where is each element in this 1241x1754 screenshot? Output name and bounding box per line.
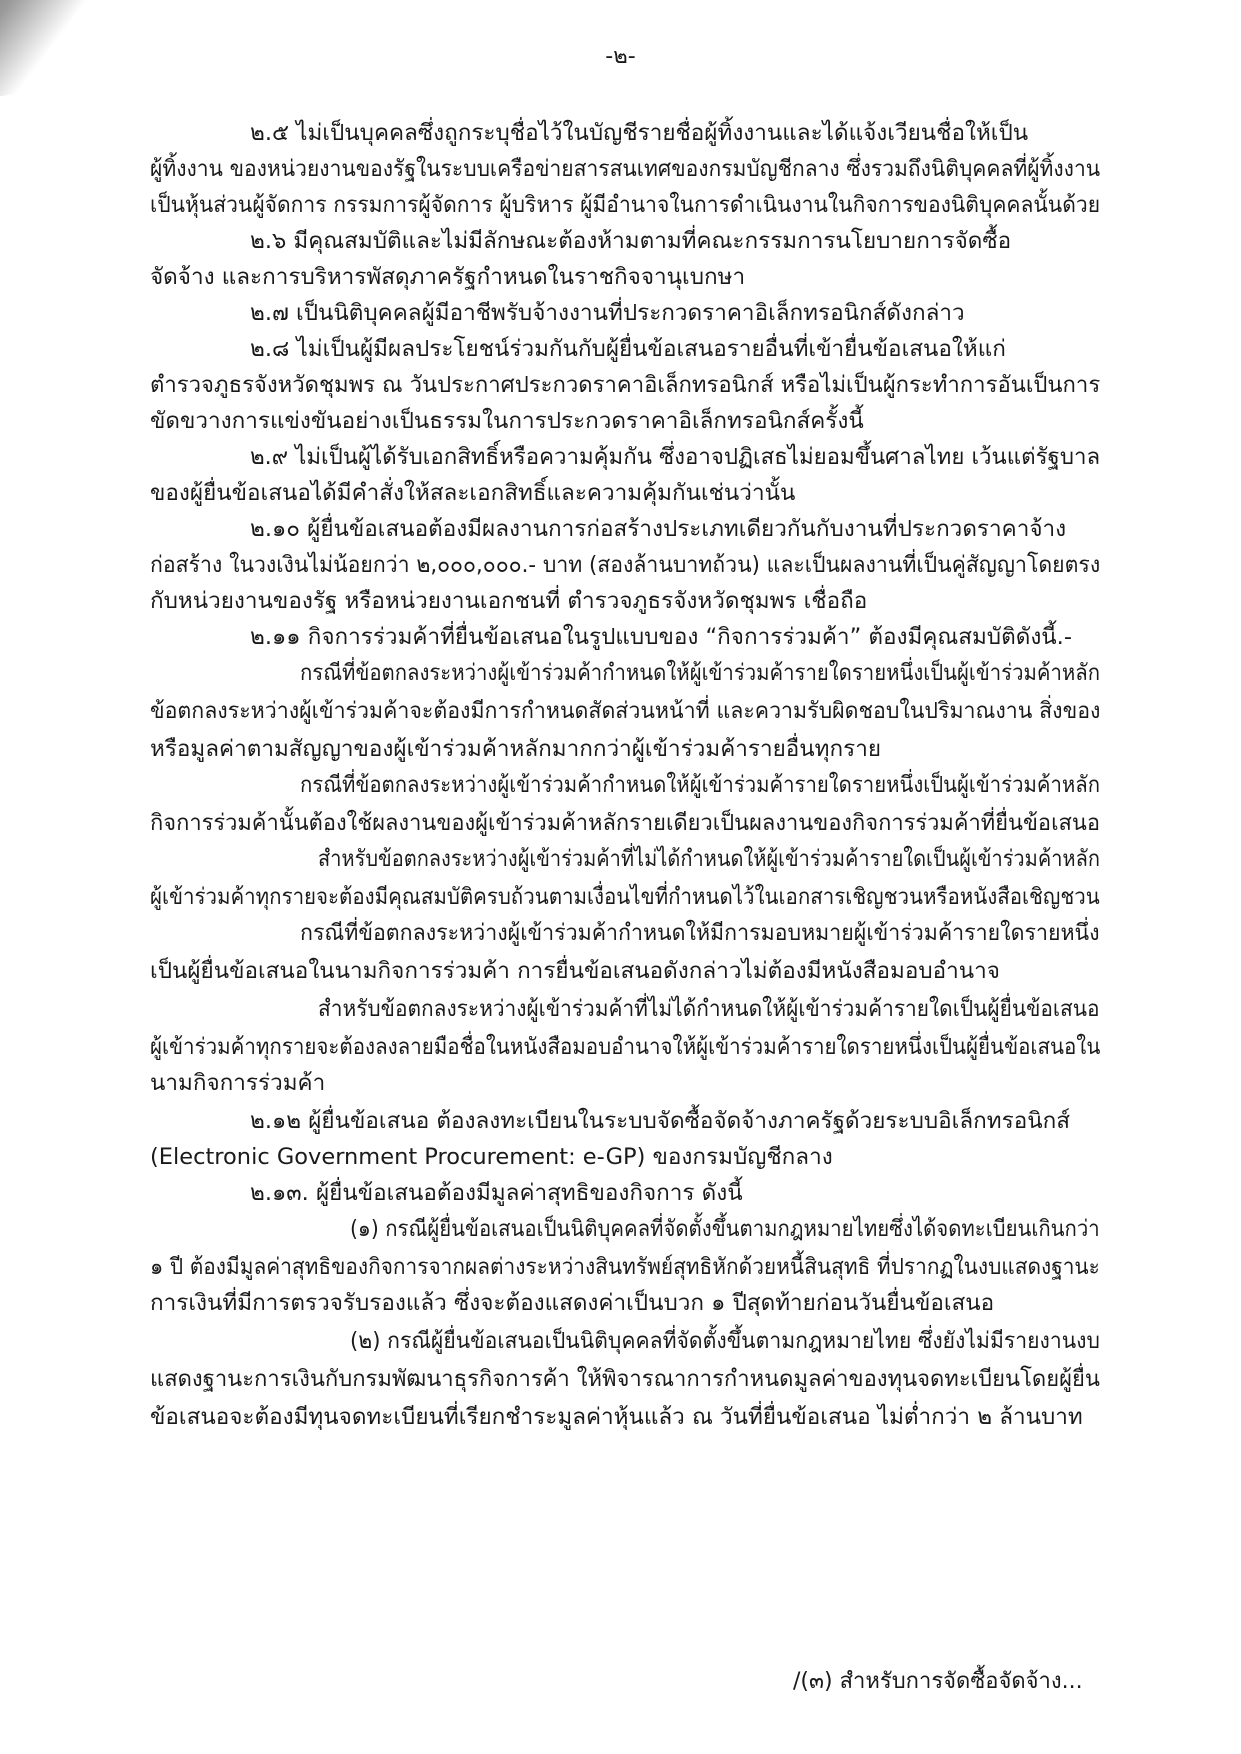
clause-2-13-item-1-line-3: การเงินที่มีการตรวจรับรองแล้ว ซึ่งจะต้องแสดงค่าเป็นบวก ๑ ปีสุดท้ายก่อนวันยื่นข้อเสนอ <box>150 1290 995 1316</box>
clause-2-13-item-1-line-1: (๑) กรณีผู้ยื่นข้อเสนอเป็นนิติบุคคลที่จัดตั้งขึ้นตามกฎหมายไทยซึ่งได้จดทะเบียนเกินกว่า <box>350 1216 1100 1242</box>
clause-2-8-line-3: ขัดขวางการแข่งขันอย่างเป็นธรรมในการประกวดราคาอิเล็กทรอนิกส์ครั้งนี้ <box>150 408 864 434</box>
clause-2-7-line-1: ๒.๗ เป็นนิติบุคคลผู้มีอาชีพรับจ้างงานที่ประกวดราคาอิเล็กทรอนิกส์ดังกล่าว <box>250 300 965 326</box>
clause-2-13-line-1: ๒.๑๓. ผู้ยื่นข้อเสนอต้องมีมูลค่าสุทธิของกิจการ ดังนี้ <box>250 1180 743 1206</box>
clause-2-10-line-2: ก่อสร้าง ในวงเงินไม่น้อยกว่า ๒,๐๐๐,๐๐๐.- บาท (สองล้านบาทถ้วน) และเป็นผลงานที่เป็นคู่สัญญาโดยตรง <box>150 552 1101 578</box>
clause-2-11-case-1-line-2: ข้อตกลงระหว่างผู้เข้าร่วมค้าจะต้องมีการกำหนดสัดส่วนหน้าที่ และความรับผิดชอบในปริมาณงาน สิ่งของ <box>150 698 1101 724</box>
clause-2-10-line-3: กับหน่วยงานของรัฐ หรือหน่วยงานเอกชนที่ ตำรวจภูธรจังหวัดชุมพร เชื่อถือ <box>150 588 868 614</box>
clause-2-5-line-1: ๒.๕ ไม่เป็นบุคคลซึ่งถูกระบุชื่อไว้ในบัญชีรายชื่อผู้ทิ้งงานและได้แจ้งเวียนชื่อให้เป็น <box>250 120 1029 146</box>
clause-2-11-case-5-line-2: ผู้เข้าร่วมค้าทุกรายจะต้องลงลายมือชื่อในหนังสือมอบอำนาจให้ผู้เข้าร่วมค้ารายใดรายหนึ่งเป็นผู้ยื่นข้อเสนอใน <box>150 1034 1101 1060</box>
clause-2-11-case-5-line-3: นามกิจการร่วมค้า <box>150 1070 326 1096</box>
page-number: -๒- <box>605 44 636 69</box>
clause-2-11-case-1-line-3: หรือมูลค่าตามสัญญาของผู้เข้าร่วมค้าหลักมากกว่าผู้เข้าร่วมค้ารายอื่นทุกราย <box>150 736 882 762</box>
clause-2-6-line-2: จัดจ้าง และการบริหารพัสดุภาครัฐกำหนดในราชกิจจานุเบกษา <box>150 264 746 290</box>
clause-2-11-case-5-line-1: สำหรับข้อตกลงระหว่างผู้เข้าร่วมค้าที่ไม่ได้กำหนดให้ผู้เข้าร่วมค้ารายใดเป็นผู้ยื่นข้อเสนอ <box>318 996 1100 1022</box>
clause-2-11-line-1: ๒.๑๑ กิจการร่วมค้าที่ยื่นข้อเสนอในรูปแบบของ “กิจการร่วมค้า” ต้องมีคุณสมบัติดังนี้.- <box>250 624 1072 650</box>
clause-2-11-case-1-line-1: กรณีที่ข้อตกลงระหว่างผู้เข้าร่วมค้ากำหนดให้ผู้เข้าร่วมค้ารายใดรายหนึ่งเป็นผู้เข้าร่วมค้าหลัก <box>300 660 1101 686</box>
clause-2-11-case-2-line-1: กรณีที่ข้อตกลงระหว่างผู้เข้าร่วมค้ากำหนดให้ผู้เข้าร่วมค้ารายใดรายหนึ่งเป็นผู้เข้าร่วมค้าหลัก <box>300 772 1101 798</box>
clause-2-12-line-2: (Electronic Government Procurement: e-GP) ของกรมบัญชีกลาง <box>150 1144 833 1170</box>
clause-2-5-line-3: เป็นหุ้นส่วนผู้จัดการ กรรมการผู้จัดการ ผู้บริหาร ผู้มีอำนาจในการดำเนินงานในกิจการของนิติบุคคลนั้นด้วย <box>150 192 1101 218</box>
clause-2-13-item-2-line-2: แสดงฐานะการเงินกับกรมพัฒนาธุรกิจการค้า ให้พิจารณาการกำหนดมูลค่าของทุนจดทะเบียนโดยผู้ยื่น <box>150 1366 1100 1392</box>
clause-2-11-case-3-line-1: สำหรับข้อตกลงระหว่างผู้เข้าร่วมค้าที่ไม่ได้กำหนดให้ผู้เข้าร่วมค้ารายใดเป็นผู้เข้าร่วมค้าหลัก <box>318 846 1100 872</box>
clause-2-9-line-1: ๒.๙ ไม่เป็นผู้ได้รับเอกสิทธิ์หรือความคุ้มกัน ซึ่งอาจปฏิเสธไม่ยอมขึ้นศาลไทย เว้นแต่รัฐบาล <box>250 444 1101 470</box>
clause-2-8-line-1: ๒.๘ ไม่เป็นผู้มีผลประโยชน์ร่วมกันกับผู้ยื่นข้อเสนอรายอื่นที่เข้ายื่นข้อเสนอให้แก่ <box>250 336 1006 362</box>
clause-2-12-line-1: ๒.๑๒ ผู้ยื่นข้อเสนอ ต้องลงทะเบียนในระบบจัดซื้อจัดจ้างภาครัฐด้วยระบบอิเล็กทรอนิกส์ <box>250 1108 1070 1134</box>
clause-2-10-line-1: ๒.๑๐ ผู้ยื่นข้อเสนอต้องมีผลงานการก่อสร้างประเภทเดียวกันกับงานที่ประกวดราคาจ้าง <box>250 516 1067 542</box>
clause-2-13-item-2-line-1: (๒) กรณีผู้ยื่นข้อเสนอเป็นนิติบุคคลที่จัดตั้งขึ้นตามกฎหมายไทย ซึ่งยังไม่มีรายงานงบ <box>350 1328 1100 1354</box>
clause-2-13-item-1-line-2: ๑ ปี ต้องมีมูลค่าสุทธิของกิจการจากผลต่างระหว่างสินทรัพย์สุทธิหักด้วยหนี้สินสุทธิ ที่ปรากฏในงบแสดงฐานะ <box>150 1254 1100 1280</box>
clause-2-5-line-2: ผู้ทิ้งงาน ของหน่วยงานของรัฐในระบบเครือข่ายสารสนเทศของกรมบัญชีกลาง ซึ่งรวมถึงนิติบุคคลที่ผู้ทิ้งงาน <box>150 156 1101 182</box>
clause-2-11-case-4-line-1: กรณีที่ข้อตกลงระหว่างผู้เข้าร่วมค้ากำหนดให้มีการมอบหมายผู้เข้าร่วมค้ารายใดรายหนึ่ง <box>300 920 1100 946</box>
continuation-note: /(๓) สำหรับการจัดซื้อจัดจ้าง... <box>793 1669 1083 1694</box>
clause-2-11-case-2-line-2: กิจการร่วมค้านั้นต้องใช้ผลงานของผู้เข้าร่วมค้าหลักรายเดียวเป็นผลงานของกิจการร่วมค้าที่ยื่นข้อเสนอ <box>150 810 1101 836</box>
clause-2-13-item-2-line-3: ข้อเสนอจะต้องมีทุนจดทะเบียนที่เรียกชำระมูลค่าหุ้นแล้ว ณ วันที่ยื่นข้อเสนอ ไม่ต่ำกว่า ๒ ล้านบาท <box>150 1404 1083 1430</box>
clause-2-9-line-2: ของผู้ยื่นข้อเสนอได้มีคำสั่งให้สละเอกสิทธิ์และความคุ้มกันเช่นว่านั้น <box>150 480 796 506</box>
clause-2-11-case-3-line-2: ผู้เข้าร่วมค้าทุกรายจะต้องมีคุณสมบัติครบถ้วนตามเงื่อนไขที่กำหนดไว้ในเอกสารเชิญชวนหรือหนังสือเชิญชวน <box>150 884 1100 910</box>
clause-2-6-line-1: ๒.๖ มีคุณสมบัติและไม่มีลักษณะต้องห้ามตามที่คณะกรรมการนโยบายการจัดซื้อ <box>250 228 1012 254</box>
clause-2-8-line-2: ตำรวจภูธรจังหวัดชุมพร ณ วันประกาศประกวดราคาอิเล็กทรอนิกส์ หรือไม่เป็นผู้กระทำการอันเป็นการ <box>150 372 1101 398</box>
clause-2-11-case-4-line-2: เป็นผู้ยื่นข้อเสนอในนามกิจการร่วมค้า การยื่นข้อเสนอดังกล่าวไม่ต้องมีหนังสือมอบอำนาจ <box>150 958 1000 984</box>
